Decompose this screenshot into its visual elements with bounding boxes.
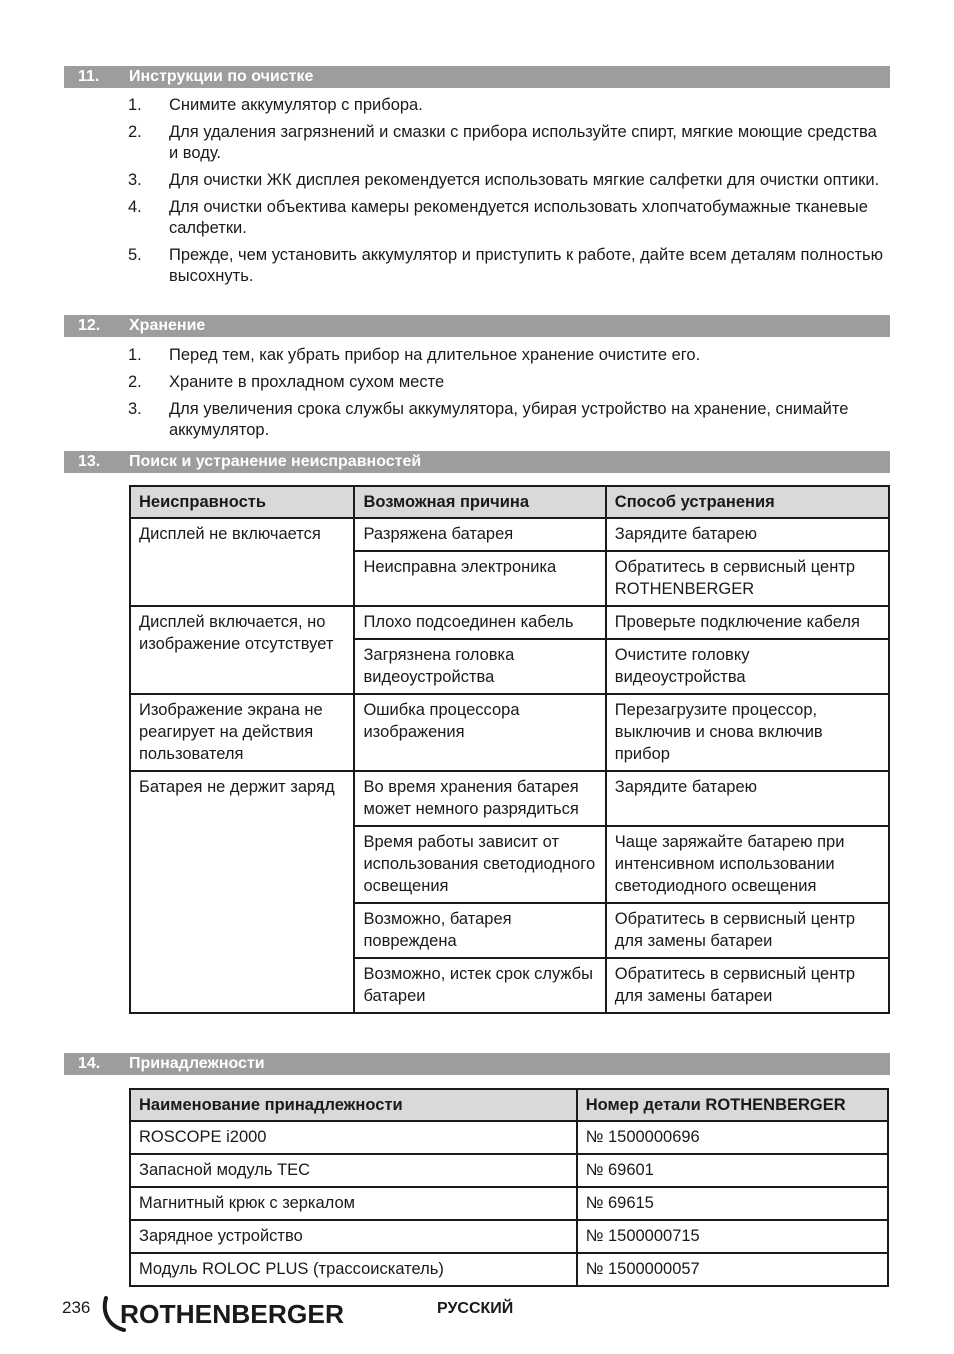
list-item: 3. Для очистки ЖК дисплея рекомендуется использовать мягкие салфетки для очистки оптики.	[128, 171, 880, 189]
list-item: 4. Для очистки объектива камеры рекомендуется использовать хлопчатобумажные тканевые салфетки.	[128, 198, 868, 237]
list-item: 1. Перед тем, как убрать прибор на длительное хранение очистите его.	[128, 346, 701, 364]
fix-cell: Проверьте подключение кабеля	[606, 606, 889, 639]
fix-cell: Обратитесь в сервисный центр ROTHENBERGER	[606, 551, 889, 606]
cause-cell: Возможно, батарея повреждена	[354, 903, 605, 958]
cause-cell: Время работы зависит от использования светодиодного освещения	[354, 826, 605, 903]
table-row	[130, 694, 889, 771]
section-14-header	[64, 1053, 890, 1075]
list-item: 5. Прежде, чем установить аккумулятор и приступить к работе, дайте всем деталям полностью высохнуть.	[128, 246, 883, 285]
language-label: РУССКИЙ	[437, 1300, 514, 1317]
accessory-name: Запасной модуль TEC	[130, 1154, 577, 1187]
part-number: № 1500000715	[577, 1220, 888, 1253]
section-11-header	[64, 66, 890, 88]
part-number: № 1500000696	[577, 1121, 888, 1154]
column-header: Неисправность	[130, 486, 354, 518]
list-item: 2. Храните в прохладном сухом месте	[128, 373, 445, 391]
fault-cell: Дисплей включается, но изображение отсутствует	[130, 606, 354, 694]
table-row	[130, 771, 889, 826]
list-item: 1. Снимите аккумулятор с прибора.	[128, 96, 423, 114]
section-number: 13.	[78, 453, 101, 470]
section-12-header	[64, 315, 890, 337]
table-row	[130, 1154, 888, 1187]
part-number: № 69615	[577, 1187, 888, 1220]
part-number: № 1500000057	[577, 1253, 888, 1286]
section-number: 14.	[78, 1055, 101, 1072]
fix-cell: Очистите головку видеоустройства	[606, 639, 889, 694]
column-header: Возможная причина	[354, 486, 605, 518]
rothenberger-logo	[100, 1290, 350, 1340]
fault-cell: Дисплей не включается	[130, 518, 354, 606]
section-number: 12.	[78, 317, 101, 334]
brand-name: ROTHENBERGER	[120, 1299, 345, 1329]
table-row	[130, 1187, 888, 1220]
cause-cell: Плохо подсоединен кабель	[354, 606, 605, 639]
cause-cell: Загрязнена головка видеоустройства	[354, 639, 605, 694]
table-header-row	[130, 1089, 888, 1121]
fix-cell: Чаще заряжайте батарею при интенсивном использовании светодиодного освещения	[606, 826, 889, 903]
section-13-header	[64, 451, 890, 473]
fix-cell: Зарядите батарею	[606, 518, 889, 551]
fix-cell: Обратитесь в сервисный центр для замены батареи	[606, 903, 889, 958]
section-title: Хранение	[129, 317, 206, 334]
accessory-name: Магнитный крюк с зеркалом	[130, 1187, 577, 1220]
section-number: 11.	[78, 68, 100, 85]
accessory-name: Зарядное устройство	[130, 1220, 577, 1253]
table-row	[130, 518, 889, 551]
cause-cell: Возможно, истек срок службы батареи	[354, 958, 605, 1013]
accessory-name: Модуль ROLOC PLUS (трассоискатель)	[130, 1253, 577, 1286]
fix-cell: Обратитесь в сервисный центр для замены батареи	[606, 958, 889, 1013]
section-title: Инструкции по очистке	[129, 68, 314, 85]
table-row	[130, 1253, 888, 1286]
cause-cell: Разряжена батарея	[354, 518, 605, 551]
accessory-name: ROSCOPE i2000	[130, 1121, 577, 1154]
accessories-table	[129, 1088, 889, 1287]
list-item: 3. Для увеличения срока службы аккумулятора, убирая устройство на хранение, снимайте аккумулятор.	[128, 400, 849, 439]
fault-cell: Батарея не держит заряд	[130, 771, 354, 1013]
page-number: 236	[62, 1298, 91, 1317]
cause-cell: Неисправна электроника	[354, 551, 605, 606]
section-title: Поиск и устранение неисправностей	[129, 453, 422, 470]
cleaning-instructions-list	[128, 95, 890, 293]
column-header: Способ устранения	[606, 486, 889, 518]
cause-cell: Во время хранения батарея может немного разрядиться	[354, 771, 605, 826]
storage-list	[128, 345, 890, 447]
table-row	[130, 1121, 888, 1154]
cause-cell: Ошибка процессора изображения	[354, 694, 605, 771]
section-title: Принадлежности	[129, 1055, 265, 1072]
troubleshooting-table	[129, 485, 890, 1014]
column-header: Наименование принадлежности	[130, 1089, 577, 1121]
list-item: 2. Для удаления загрязнений и смазки с прибора используйте спирт, мягкие моющие средства и воду.	[128, 123, 877, 162]
fix-cell: Зарядите батарею	[606, 771, 889, 826]
table-row	[130, 1220, 888, 1253]
column-header: Номер детали ROTHENBERGER	[577, 1089, 888, 1121]
fix-cell: Перезагрузите процессор, выключив и снова включив прибор	[606, 694, 889, 771]
table-row	[130, 606, 889, 639]
part-number: № 69601	[577, 1154, 888, 1187]
fault-cell: Изображение экрана не реагирует на действия пользователя	[130, 694, 354, 771]
table-header-row	[130, 486, 889, 518]
